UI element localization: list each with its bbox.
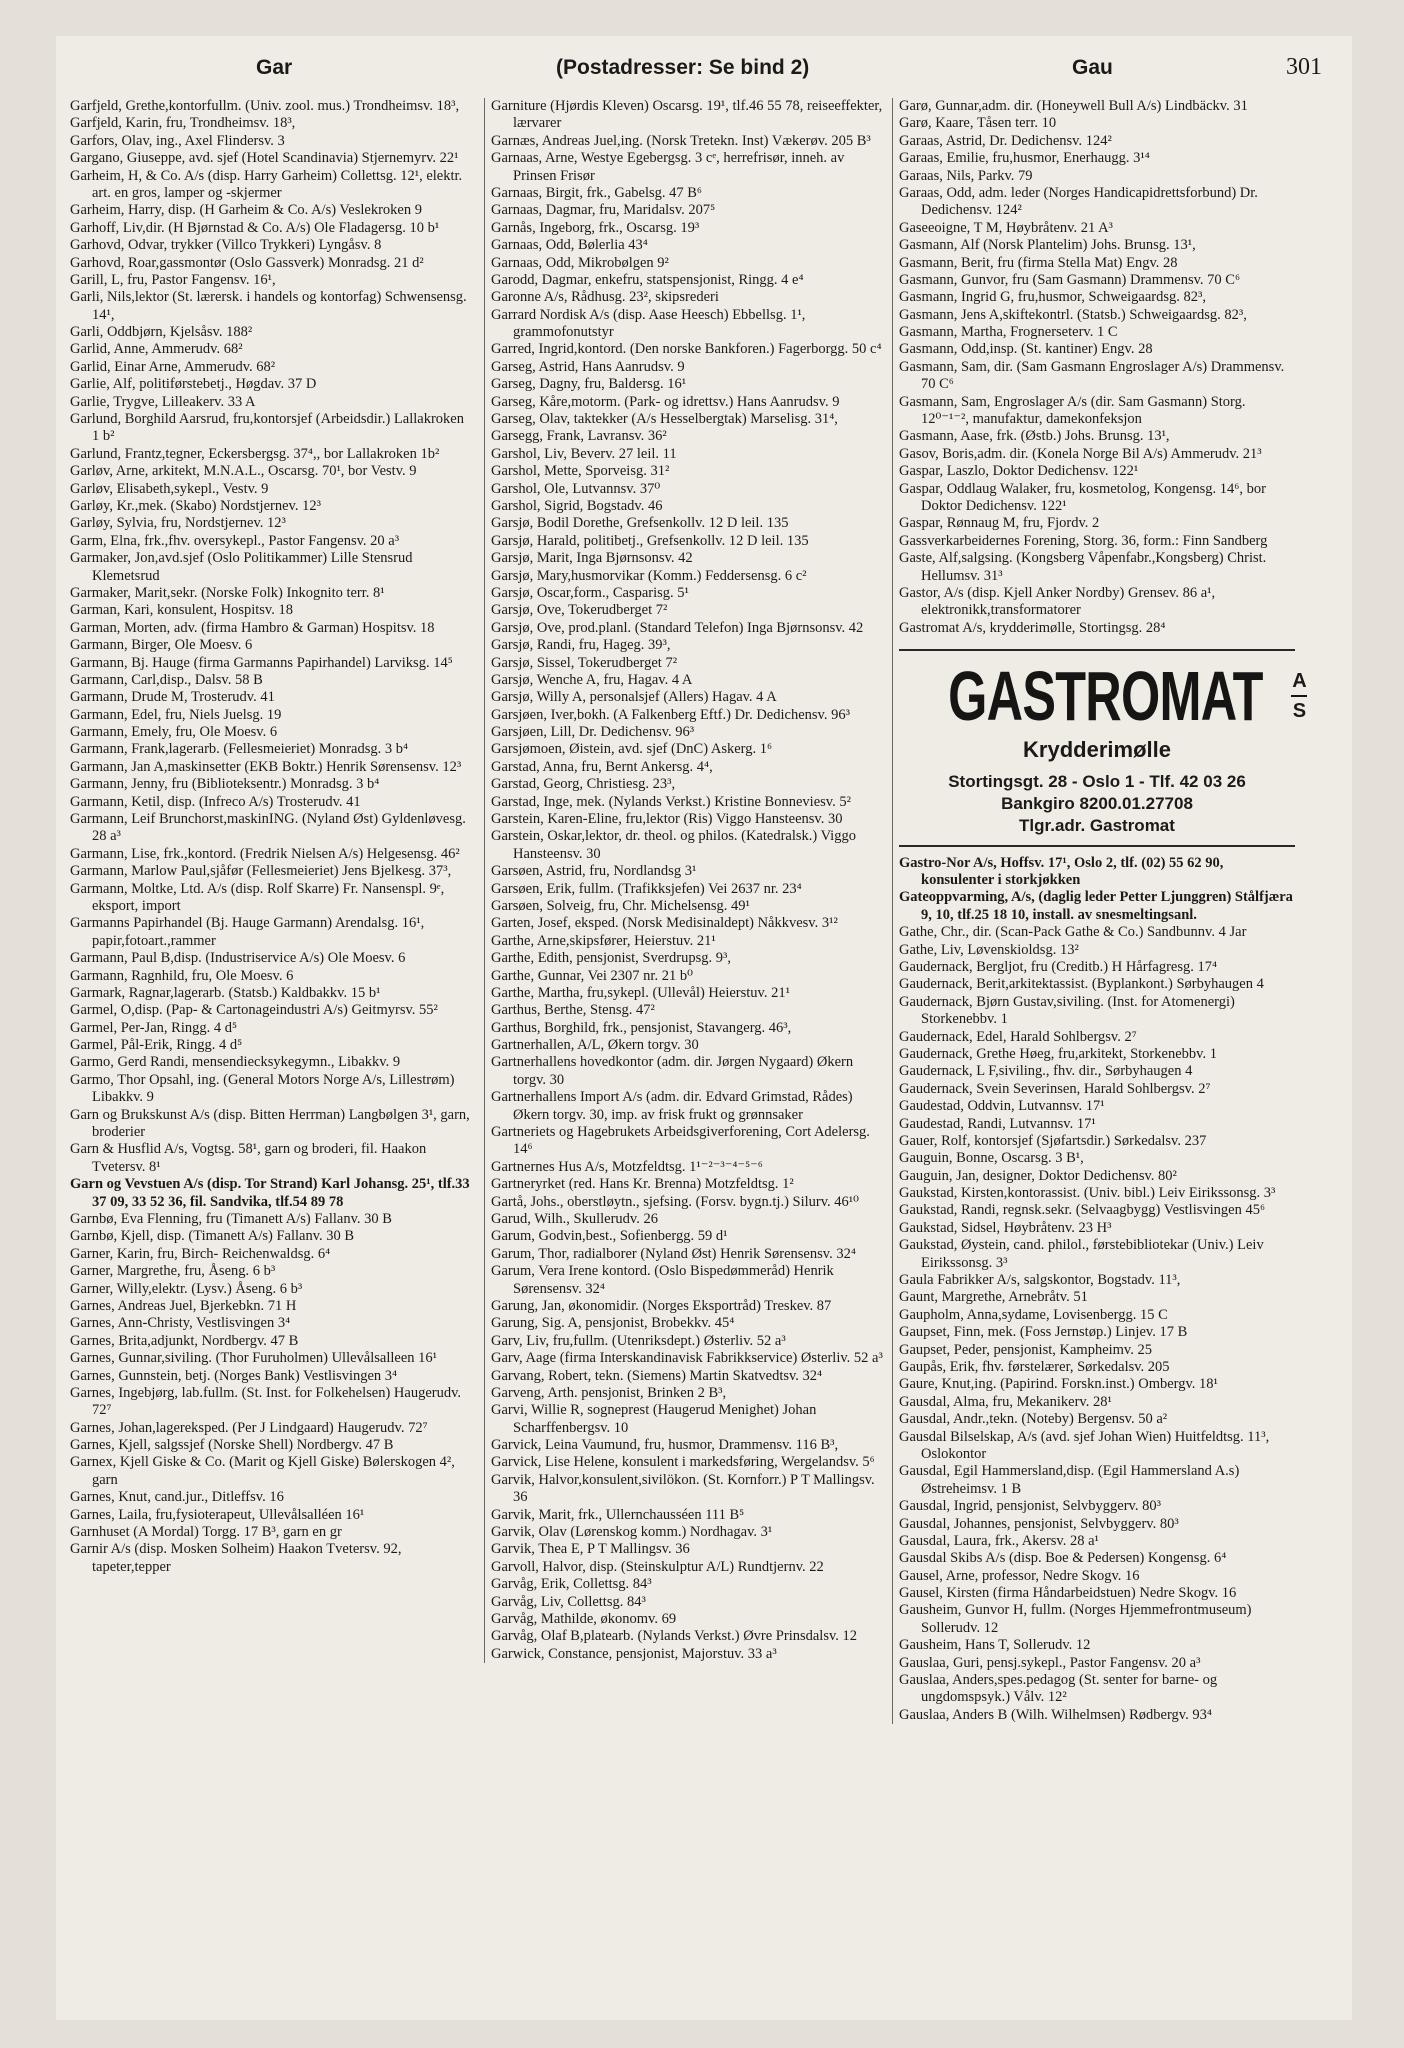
directory-entry: Garnes, Ingebjørg, lab.fullm. (St. Inst. for Folkehelsen) Haugerudv. 72⁷ — [70, 1384, 462, 1419]
directory-entry: Gaudernack, Berit,arkitektassist. (Byplankont.) Sørbyhaugen 4 — [899, 976, 1264, 993]
directory-entry: Garmark, Ragnar,lagerarb. (Statsb.) Kaldbakkv. 15 b¹ — [70, 984, 381, 1001]
directory-entry: Gaupset, Peder, pensjonist, Kampheimv. 25 — [899, 1341, 1152, 1358]
directory-entry: Garlund, Frantz,tegner, Eckersbergsg. 37⁴,, bor Lallakroken 1b² — [70, 445, 440, 462]
gastromat-advertisement — [899, 649, 1307, 847]
directory-entry: Garsjø, Oscar,form., Casparisg. 5¹ — [491, 584, 689, 601]
directory-entry: Garud, Wilh., Skullerudv. 26 — [491, 1211, 658, 1227]
directory-entry: Garshol, Mette, Sporveisg. 31² — [491, 463, 670, 480]
directory-entry: Gaseeoigne, T M, Høybråtenv. 21 A³ — [899, 219, 1113, 236]
directory-entry: Gartneryrket (red. Hans Kr. Brenna) Motzfeldtsg. 1² — [491, 1176, 794, 1193]
directory-entry: Garmann, Ketil, disp. (Infreco A/s) Trosterudv. 41 — [70, 793, 361, 810]
directory-entry: Garvik, Olav (Lørenskog komm.) Nordhagav. 3¹ — [491, 1524, 773, 1541]
directory-entry: Gartnerhallen, A/L, Økern torgv. 30 — [491, 1037, 699, 1054]
directory-entry: Gathe, Liv, Løvenskioldsg. 13² — [899, 941, 1079, 958]
directory-entry: Garmel, Per-Jan, Ringg. 4 d⁵ — [70, 1019, 238, 1036]
ad-address: Stortingsgt. 28 - Oslo 1 - Tlf. 42 03 26 — [948, 771, 1246, 791]
directory-entry: Garten, Josef, eksped. (Norsk Medisinaldept) Nåkkvesv. 3¹² — [491, 915, 838, 932]
directory-entry: Garthe, Arne,skipsfører, Heierstuv. 21¹ — [491, 932, 716, 949]
directory-entry: Gasmann, Odd,insp. (St. kantiner) Engv. 28 — [899, 341, 1153, 358]
page-header — [56, 56, 1352, 96]
directory-entry: Gartå, Johs., oberstløytn., sjefsing. (Forsv. bygn.tj.) Silurv. 46¹⁰ — [491, 1193, 859, 1210]
directory-entry: Garum, Thor, radialborer (Nyland Øst) Henrik Sørensensv. 32⁴ — [491, 1245, 856, 1262]
directory-entry: Garvick, Leina Vaumund, fru, husmor, Drammensv. 116 B³, — [491, 1437, 839, 1454]
directory-entry: Gargano, Giuseppe, avd. sjef (Hotel Scandinavia) Stjernemyrv. 22¹ — [70, 150, 459, 167]
directory-entry: Garmel, O,disp. (Pap- & Cartonageindustri A/s) Geitmyrsv. 55² — [70, 1002, 438, 1019]
directory-entry: Gausel, Kirsten (firma Håndarbeidstuen) Nedre Skogv. 16 — [899, 1585, 1237, 1602]
directory-entry: Garnaas, Odd, Mikrobølgen 9² — [491, 254, 669, 271]
directory-entry: Garløv, Arne, arkitekt, M.N.A.L., Oscarsg. 70¹, bor Vestv. 9 — [70, 463, 417, 480]
directory-entry: Garfjeld, Karin, fru, Trondheimsv. 18³, — [70, 115, 296, 132]
directory-entry: Garvick, Lise Helene, konsulent i markedsføring, Wergelandsv. 5⁶ — [491, 1454, 875, 1471]
directory-entry: Gasmann, Martha, Frognerseterv. 1 C — [899, 324, 1118, 341]
directory-entry: Garshol, Ole, Lutvannsv. 37⁰ — [491, 480, 661, 497]
directory-entry: Garum, Godvin,best., Sofienbergg. 59 d¹ — [491, 1228, 728, 1245]
directory-entry: Gauer, Rolf, kontorsjef (Sjøfartsdir.) Sørkedalsv. 237 — [899, 1132, 1207, 1149]
directory-entry: Gaure, Knut,ing. (Papirind. Forskn.inst.) Ombergv. 18¹ — [899, 1376, 1218, 1393]
directory-entry: Garmann, Edel, fru, Niels Juelsg. 19 — [70, 706, 282, 723]
directory-entry: Garnes, Johan,lagereksped. (Per J Lindgaard) Haugerudv. 72⁷ — [70, 1419, 428, 1436]
directory-entry: Gaunt, Margrethe, Arnebråtv. 51 — [899, 1289, 1088, 1306]
directory-entry: Garthus, Berthe, Stensg. 47² — [491, 1002, 655, 1019]
directory-entry: Garvik, Marit, frk., Ullernchausséen 111 B⁵ — [491, 1506, 745, 1523]
directory-entry: Garwick, Constance, pensjonist, Majorstuv. 33 a³ — [491, 1645, 777, 1662]
directory-entry: Gaudernack, Grethe Høeg, fru,arkitekt, Storkenebbv. 1 — [899, 1045, 1217, 1062]
directory-entry: Gassverkarbeidernes Forening, Storg. 36, form.: Finn Sandberg — [899, 532, 1268, 549]
directory-entry: Garsjø, Sissel, Tokerudberget 7² — [491, 654, 678, 671]
directory-entry: Garmann, Carl,disp., Dalsv. 58 B — [70, 671, 263, 688]
directory-entry: Gasmann, Ingrid G, fru,husmor, Schweigaardsg. 82³, — [899, 289, 1206, 306]
directory-entry: Garmann, Bj. Hauge (firma Garmanns Papirhandel) Larviksg. 14⁵ — [70, 654, 453, 671]
directory-entry: Gasmann, Gunvor, fru (Sam Gasmann) Drammensv. 70 C⁶ — [899, 271, 1240, 288]
directory-entry: Garthe, Martha, fru,sykepl. (Ullevål) Heierstuv. 21¹ — [491, 984, 790, 1001]
directory-entry: Garmann, Birger, Ole Moesv. 6 — [70, 637, 253, 654]
gastromat-logo — [899, 657, 1307, 736]
directory-entry: Gartneriets og Hagebrukets Arbeidsgiverforening, Cort Adelersg. 14⁶ — [491, 1124, 870, 1158]
header-right-guide-word: Gau — [1072, 56, 1113, 79]
directory-entry: Garnaas, Arne, Westye Egebergsg. 3 cᵉ, herrefrisør, inneh. av Prinsen Frisør — [491, 150, 845, 184]
directory-entry: Garseg, Astrid, Hans Aanrudsv. 9 — [491, 358, 685, 375]
directory-entry: Garnæs, Andreas Juel,ing. (Norsk Tretekn. Inst) Vækerøv. 205 B³ — [491, 132, 871, 149]
directory-entry: Garnås, Ingeborg, frk., Oscarsg. 19³ — [491, 219, 700, 236]
directory-entry: Garaas, Emilie, fru,husmor, Enerhaugg. 3¹⁴ — [899, 150, 1150, 167]
directory-entry: Gaudernack, Svein Severinsen, Harald Sohlbergsv. 2⁷ — [899, 1080, 1211, 1097]
directory-entry: Garn og Vevstuen A/s (disp. Tor Strand) Karl Johansg. 25¹, tlf.33 37 09, 33 52 36, fil. Sandvika, tlf.54 89 78 — [70, 1176, 470, 1210]
as-mark-bottom: S — [1292, 700, 1307, 723]
header-center-note: (Postadresser: Se bind 2) — [556, 56, 810, 79]
directory-entry: Garsjømoen, Øistein, avd. sjef (DnC) Askerg. 1⁶ — [491, 741, 773, 758]
directory-entry: Gaudestad, Oddvin, Lutvannsv. 17¹ — [899, 1098, 1105, 1115]
directory-entry: Garnes, Brita,adjunkt, Nordbergv. 47 B — [70, 1332, 299, 1349]
directory-entry: Garnes, Ann-Christy, Vestlisvingen 3⁴ — [70, 1315, 291, 1332]
directory-entry: Garlund, Borghild Aarsrud, fru,kontorsjef (Arbeidsdir.) Lallakroken 1 b² — [70, 411, 464, 445]
directory-entry: Garløy, Sylvia, fru, Nordstjernev. 12³ — [70, 515, 286, 532]
directory-entry: Garaas, Odd, adm. leder (Norges Handicapidrettsforbund) Dr. Dedichensv. 124² — [899, 184, 1258, 219]
directory-entry: Gastro-Nor A/s, Hoffsv. 17¹, Oslo 2, tlf. (02) 55 62 90, konsulenter i storkjøkken — [899, 854, 1224, 889]
directory-entry: Garvoll, Halvor, disp. (Steinskulptur A/L) Rundtjernv. 22 — [491, 1558, 824, 1575]
directory-entry: Garseg, Dagny, fru, Baldersg. 16¹ — [491, 376, 687, 393]
directory-column-1 — [70, 98, 474, 1576]
directory-entry: Garsjø, Ove, prod.planl. (Standard Telefon) Inga Bjørnsonsv. 42 — [491, 619, 864, 636]
directory-entry: Gasmann, Sam, dir. (Sam Gasmann Engroslager A/s) Drammensv. 70 C⁶ — [899, 358, 1285, 393]
directory-entry: Garmann, Ragnhild, fru, Ole Moesv. 6 — [70, 967, 294, 984]
directory-entry: Garvåg, Liv, Collettsg. 84³ — [491, 1593, 646, 1610]
directory-entry: Garsjøen, Lill, Dr. Dedichensv. 96³ — [491, 724, 695, 741]
directory-entry: Garvi, Willie R, sogneprest (Haugerud Menighet) Johan Scharffenbergsv. 10 — [491, 1402, 817, 1436]
directory-entry: Gaupås, Erik, fhv. førstelærer, Sørkedalsv. 205 — [899, 1359, 1170, 1375]
directory-entry: Garshol, Liv, Beverv. 27 leil. 11 — [491, 445, 677, 462]
directory-entry: Garmann, Lise, frk.,kontord. (Fredrik Nielsen A/s) Helgesensg. 46² — [70, 845, 460, 862]
directory-entry: Garred, Ingrid,kontord. (Den norske Bankforen.) Fagerborgg. 50 c⁴ — [491, 341, 882, 358]
directory-entry: Garnes, Gunnstein, betj. (Norges Bank) Vestlisvingen 3⁴ — [70, 1367, 398, 1384]
directory-entry: Gasmann, Berit, fru (firma Stella Mat) Engv. 28 — [899, 254, 1178, 271]
ad-telegram-address: Tlgr.adr. Gastromat — [1019, 816, 1175, 836]
directory-entry: Garløy, Kr.,mek. (Skabo) Nordstjernev. 12³ — [70, 497, 321, 514]
directory-entry: Gaukstad, Kirsten,kontorassist. (Univ. bibl.) Leiv Eirikssonsg. 3³ — [899, 1185, 1276, 1202]
directory-entry: Garfors, Olav, ing., Axel Flindersv. 3 — [70, 132, 285, 149]
directory-entry: Garmann, Paul B,disp. (Industriservice A/s) Ole Moesv. 6 — [70, 950, 406, 967]
directory-entry: Garstein, Karen-Eline, fru,lektor (Ris) Viggo Hansteensv. 30 — [491, 811, 843, 828]
directory-entry: Garhovd, Roar,gassmontør (Oslo Gassverk) Monradsg. 21 d² — [70, 254, 424, 271]
column-3-entries-top — [899, 98, 1295, 637]
directory-entry: Gausdal, Johannes, pensjonist, Selvbyggerv. 80³ — [899, 1515, 1179, 1532]
directory-entry: Garung, Sig. A, pensjonist, Brobekkv. 45⁴ — [491, 1315, 735, 1332]
directory-entry: Garstad, Anna, fru, Bernt Ankersg. 4⁴, — [491, 758, 713, 775]
directory-entry: Garnaas, Odd, Bølerlia 43⁴ — [491, 237, 648, 254]
directory-entry: Garn og Brukskunst A/s (disp. Bitten Herrman) Langbølgen 3¹, garn, broderier — [70, 1106, 470, 1141]
directory-entry: Gaspar, Oddlaug Walaker, fru, kosmetolog, Kongensg. 14⁶, bor Doktor Dedichensv. 122¹ — [899, 480, 1266, 514]
directory-entry: Garmaker, Marit,sekr. (Norske Folk) Inkognito terr. 8¹ — [70, 584, 385, 601]
directory-entry: Garmaker, Jon,avd.sjef (Oslo Politikammer) Lille Stensrud Klemetsrud — [70, 550, 413, 584]
directory-entry: Garli, Nils,lektor (St. lærersk. i handels og kontorfag) Schwensensg. 14¹, — [70, 289, 467, 323]
directory-entry: Garnes, Andreas Juel, Bjerkebkn. 71 H — [70, 1297, 297, 1314]
directory-entry: Garvåg, Mathilde, økonomv. 69 — [491, 1610, 677, 1627]
directory-entry: Gausel, Arne, professor, Nedre Skogv. 16 — [899, 1567, 1140, 1584]
page-number: 301 — [1286, 54, 1322, 80]
directory-entry: Gausheim, Gunvor H, fullm. (Norges Hjemmefrontmuseum) Sollerudv. 12 — [899, 1602, 1252, 1636]
directory-entry: Garill, L, fru, Pastor Fangensv. 16¹, — [70, 271, 276, 288]
directory-entry: Garlid, Einar Arne, Ammerudv. 68² — [70, 358, 276, 375]
directory-entry: Garv, Liv, fru,fullm. (Utenriksdept.) Østerliv. 52 a³ — [491, 1332, 786, 1349]
directory-entry: Gausheim, Hans T, Sollerudv. 12 — [899, 1637, 1091, 1654]
directory-entry: Gausdal, Andr.,tekn. (Noteby) Bergensv. 50 a² — [899, 1411, 1168, 1428]
directory-entry: Gausdal, Alma, fru, Mekanikerv. 28¹ — [899, 1393, 1112, 1410]
directory-entry: Garsjø, Harald, politibetj., Grefsenkollv. 12 D leil. 135 — [491, 532, 809, 549]
directory-entry: Garmann, Marlow Paul,sjåfør (Fellesmeieriet) Jens Bjelkesg. 37³, — [70, 863, 452, 880]
directory-entry: Gaukstad, Sidsel, Høybråtenv. 23 H³ — [899, 1219, 1112, 1236]
directory-entry: Garsøen, Solveig, fru, Chr. Michelsensg. 49¹ — [491, 897, 750, 914]
directory-entry: Garodd, Dagmar, enkefru, statspensjonist, Ringg. 4 e⁴ — [491, 271, 804, 288]
directory-entry: Garmann, Frank,lagerarb. (Fellesmeieriet) Monradsg. 3 b⁴ — [70, 741, 409, 758]
directory-entry: Garnbø, Kjell, disp. (Timanett A/s) Fallanv. 30 B — [70, 1228, 355, 1245]
directory-entry: Garvik, Thea E, P T Mallingsv. 36 — [491, 1541, 690, 1558]
directory-entry: Garstein, Oskar,lektor, dr. theol. og philos. (Katedralsk.) Viggo Hansteensv. 30 — [491, 828, 856, 862]
directory-entry: Garsjøen, Iver,bokh. (A Falkenberg Eftf.) Dr. Dedichensv. 96³ — [491, 706, 850, 723]
directory-entry: Gastromat A/s, krydderimølle, Stortingsg. 28⁴ — [899, 619, 1166, 636]
directory-entry: Gasmann, Jens A,skiftekontrl. (Statsb.) Schweigaardsg. 82³, — [899, 306, 1247, 323]
directory-entry: Garveng, Arth. pensjonist, Brinken 2 B³, — [491, 1384, 727, 1401]
directory-entry: Gaspar, Laszlo, Doktor Dedichensv. 122¹ — [899, 463, 1139, 480]
directory-page — [56, 36, 1352, 2020]
directory-entry: Garsjø, Mary,husmorvikar (Komm.) Feddersensg. 6 c² — [491, 567, 807, 584]
directory-entry: Garvang, Robert, tekn. (Siemens) Martin Skatvedtsv. 32⁴ — [491, 1367, 823, 1384]
ad-bankgiro: Bankgiro 8200.01.27708 — [1001, 793, 1193, 813]
directory-entry: Garsjø, Marit, Inga Bjørnsonsv. 42 — [491, 550, 693, 567]
directory-entry: Garsjø, Randi, fru, Hageg. 39³, — [491, 637, 671, 654]
directory-entry: Garvåg, Olaf B,platearb. (Nylands Verkst.) Øvre Prinsdalsv. 12 — [491, 1628, 858, 1645]
directory-entry: Gasov, Boris,adm. dir. (Konela Norge Bil A/s) Ammerudv. 21³ — [899, 445, 1262, 462]
directory-entry: Gartnernes Hus A/s, Motzfeldtsg. 1¹⁻²⁻³⁻⁴⁻⁵⁻⁶ — [491, 1158, 763, 1175]
directory-entry: Garsøen, Erik, fullm. (Trafikksjefen) Vei 2637 nr. 23⁴ — [491, 880, 802, 897]
header-left-guide-word: Gar — [256, 56, 293, 79]
directory-entry: Garstad, Georg, Christiesg. 23³, — [491, 776, 676, 793]
directory-entry: Garnex, Kjell Giske & Co. (Marit og Kjell Giske) Bølerskogen 4², garn — [70, 1454, 455, 1488]
directory-entry: Gasmann, Aase, frk. (Østb.) Johs. Brunsg. 13¹, — [899, 428, 1170, 445]
directory-entry: Garum, Vera Irene kontord. (Oslo Bispedømmeråd) Henrik Sørensensv. 32⁴ — [491, 1263, 834, 1297]
directory-entry: Garniture (Hjørdis Kleven) Oscarsg. 19¹, tlf.46 55 78, reiseeffekter, lærvarer — [491, 98, 883, 132]
directory-entry: Gastor, A/s (disp. Kjell Anker Nordby) Grensev. 86 a¹, elektronikk,transformatorer — [899, 584, 1216, 619]
directory-entry: Gauslaa, Anders,spes.pedagog (St. senter for barne- og ungdomspsyk.) Vålv. 12² — [899, 1672, 1218, 1706]
directory-entry: Gartnerhallens Import A/s (adm. dir. Edvard Grimstad, Rådes) Økern torgv. 30, imp. av frisk frukt og grønnsaker — [491, 1089, 853, 1123]
directory-entry: Gauguin, Jan, designer, Doktor Dedichensv. 80² — [899, 1167, 1177, 1184]
directory-entry: Garlid, Anne, Ammerudv. 68² — [70, 341, 243, 358]
directory-entry: Gateoppvarming, A/s, (daglig leder Petter Ljunggren) Stålfjæra 9, 10, tlf.25 18 10, install. av snesmeltingsanl. — [899, 889, 1293, 923]
directory-entry: Garnhuset (A Mordal) Torgg. 17 B³, garn en gr — [70, 1524, 342, 1541]
directory-entry: Gaudernack, Edel, Harald Sohlbergsv. 2⁷ — [899, 1028, 1137, 1045]
directory-entry: Garmann, Drude M, Trosterudv. 41 — [70, 689, 275, 706]
directory-entry: Gaudernack, Bergljot, fru (Creditb.) H Hårfagresg. 17⁴ — [899, 959, 1218, 976]
directory-entry: Garm, Elna, frk.,fhv. oversykepl., Pastor Fangensv. 20 a³ — [70, 532, 400, 549]
directory-entry: Garsøen, Astrid, fru, Nordlandsg 3¹ — [491, 863, 697, 880]
directory-entry: Garnes, Kjell, salgssjef (Norske Shell) Nordbergv. 47 B — [70, 1437, 394, 1454]
directory-entry: Garsjø, Ove, Tokerudberget 7² — [491, 602, 668, 619]
ad-tagline: Krydderimølle — [1023, 737, 1171, 763]
directory-entry: Garfjeld, Grethe,kontorfullm. (Univ. zool. mus.) Trondheimsv. 18³, — [70, 98, 460, 114]
directory-entry: Garman, Kari, konsulent, Hospitsv. 18 — [70, 602, 293, 619]
directory-entry: Garnbø, Eva Flenning, fru (Timanett A/s) Fallanv. 30 B — [70, 1211, 392, 1227]
directory-entry: Garstad, Inge, mek. (Nylands Verkst.) Kristine Bonneviesv. 5² — [491, 793, 851, 810]
directory-entry: Garnir A/s (disp. Mosken Solheim) Haakon Tvetersv. 92, tapeter,tepper — [70, 1541, 402, 1575]
directory-entry: Garmel, Pål-Erik, Ringg. 4 d⁵ — [70, 1037, 243, 1054]
directory-column-3 — [892, 98, 1307, 1724]
directory-entry: Gaupholm, Anna,sydame, Lovisenbergg. 15 C — [899, 1306, 1168, 1323]
as-mark — [1291, 671, 1307, 721]
directory-entry: Garli, Oddbjørn, Kjelsåsv. 188² — [70, 324, 253, 341]
directory-entry: Garmo, Gerd Randi, mensendiecksykegymn., Libakkv. 9 — [70, 1054, 401, 1071]
directory-entry: Garmann, Jan A,maskinsetter (EKB Boktr.) Henrik Sørensensv. 12³ — [70, 758, 462, 775]
directory-entry: Garthe, Edith, pensjonist, Sverdrupsg. 9³, — [491, 950, 731, 967]
directory-entry: Garø, Kaare, Tåsen terr. 10 — [899, 115, 1057, 132]
directory-entry: Garmann, Jenny, fru (Biblioteksentr.) Monradsg. 3 b⁴ — [70, 776, 380, 793]
directory-entry: Gausdal, Ingrid, pensjonist, Selvbyggerv. 80³ — [899, 1498, 1161, 1515]
directory-entry: Garthus, Borghild, frk., pensjonist, Stavangerg. 46³, — [491, 1019, 792, 1036]
directory-entry: Garmo, Thor Opsahl, ing. (General Motors Norge A/s, Lillestrøm) Libakkv. 9 — [70, 1071, 455, 1106]
directory-entry: Garnes, Gunnar,siviling. (Thor Furuholmen) Ullevålsalleen 16¹ — [70, 1350, 437, 1367]
directory-entry: Garv, Aage (firma Interskandinavisk Fabrikkservice) Østerliv. 52 a³ — [491, 1350, 883, 1367]
directory-entry: Gaspar, Rønnaug M, fru, Fjordv. 2 — [899, 515, 1100, 532]
directory-entry: Garaas, Nils, Parkv. 79 — [899, 167, 1033, 184]
as-mark-rule — [1291, 695, 1307, 697]
directory-entry: Garheim, Harry, disp. (H Garheim & Co. A/s) Veslekroken 9 — [70, 202, 422, 219]
directory-entry: Garmanns Papirhandel (Bj. Hauge Garmann) Arendalsg. 16¹, papir,fotoart.,rammer — [70, 915, 425, 949]
directory-entry: Gauslaa, Anders B (Wilh. Wilhelmsen) Rødbergv. 93⁴ — [899, 1706, 1212, 1723]
directory-entry: Garsjø, Willy A, personalsjef (Allers) Hagav. 4 A — [491, 689, 777, 706]
directory-entry: Garrard Nordisk A/s (disp. Aase Heesch) Ebbellsg. 1¹, grammofonutstyr — [491, 306, 806, 341]
directory-entry: Garlie, Trygve, Lilleakerv. 33 A — [70, 393, 256, 410]
directory-entry: Garsjø, Wenche A, fru, Hagav. 4 A — [491, 671, 693, 688]
directory-entry: Garmann, Leif Brunchorst,maskinING. (Nyland Øst) Gyldenløvesg. 28 a³ — [70, 811, 466, 845]
as-mark-top: A — [1292, 670, 1307, 693]
directory-entry: Gausdal Bilselskap, A/s (avd. sjef Johan Wien) Huitfeldtsg. 11³, Oslokontor — [899, 1428, 1270, 1462]
directory-entry: Garthe, Gunnar, Vei 2307 nr. 21 b⁰ — [491, 967, 693, 984]
directory-entry: Gaukstad, Randi, regnsk.sekr. (Selvaagbygg) Vestlisvingen 45⁶ — [899, 1202, 1266, 1219]
directory-entry: Gaula Fabrikker A/s, salgskontor, Bogstadv. 11³, — [899, 1272, 1181, 1289]
directory-entry: Garman, Morten, adv. (firma Hambro & Garman) Hospitsv. 18 — [70, 619, 435, 636]
directory-entry: Gaudernack, L F,siviling., fhv. dir., Sørbyhaugen 4 — [899, 1063, 1193, 1080]
directory-entry: Garnes, Knut, cand.jur., Ditleffsv. 16 — [70, 1489, 284, 1506]
directory-entry: Garnes, Laila, fru,fysioterapeut, Ullevålsalléen 16¹ — [70, 1506, 365, 1523]
directory-entry: Gathe, Chr., dir. (Scan-Pack Gathe & Co.) Sandbunnv. 4 Jar — [899, 924, 1247, 941]
directory-entry: Garløv, Elisabeth,sykepl., Vestv. 9 — [70, 480, 269, 497]
directory-entry: Gauguin, Bonne, Oscarsg. 3 B¹, — [899, 1150, 1084, 1167]
directory-entry: Gasmann, Sam, Engroslager A/s (dir. Sam Gasmann) Storg. 12⁰⁻¹⁻², manufaktur, damekonfeksjon — [899, 393, 1246, 428]
directory-entry: Garn & Husflid A/s, Vogtsg. 58¹, garn og broderi, fil. Haakon Tvetersv. 8¹ — [70, 1141, 427, 1175]
directory-entry: Garmann, Moltke, Ltd. A/s (disp. Rolf Skarre) Fr. Nansenspl. 9ᵉ, eksport, import — [70, 880, 445, 914]
directory-entry: Garnaas, Dagmar, fru, Maridalsv. 207⁵ — [491, 202, 716, 219]
directory-entry: Gausdal, Egil Hammersland,disp. (Egil Hammersland A.s) Østreheimsv. 1 B — [899, 1463, 1240, 1497]
directory-entry: Garø, Gunnar,adm. dir. (Honeywell Bull A/s) Lindbäckv. 31 — [899, 98, 1248, 114]
directory-entry: Garheim, H, & Co. A/s (disp. Harry Garheim) Collettsg. 12¹, elektr. art. en gros, lamper og -skjermer — [70, 167, 463, 201]
directory-entry: Gaukstad, Øystein, cand. philol., førstebibliotekar (Univ.) Leiv Eirikssonsg. 3³ — [899, 1237, 1264, 1271]
gastromat-brand: GASTROMAT — [947, 657, 1263, 736]
directory-entry: Garseg, Olav, taktekker (A/s Hesselbergtak) Marselisg. 31⁴, — [491, 411, 838, 428]
directory-entry: Garhoff, Liv,dir. (H Bjørnstad & Co. A/s) Ole Fladagersg. 10 b¹ — [70, 219, 440, 236]
directory-entry: Garlie, Alf, politiførstebetj., Høgdav. 37 D — [70, 376, 317, 393]
directory-entry: Gaste, Alf,salgsing. (Kongsberg Våpenfabr.,Kongsberg) Christ. Hellumsv. 31³ — [899, 550, 1267, 584]
directory-entry: Gauslaa, Guri, pensj.sykepl., Pastor Fangensv. 20 a³ — [899, 1654, 1201, 1671]
directory-entry: Gausdal, Laura, frk., Akersv. 28 a¹ — [899, 1532, 1099, 1549]
directory-entry: Garvik, Halvor,konsulent,sivilökon. (St. Kornforr.) P T Mallingsv. 36 — [491, 1471, 875, 1506]
directory-entry: Garner, Karin, fru, Birch- Reichenwaldsg. 6⁴ — [70, 1245, 331, 1262]
directory-entry: Gartnerhallens hovedkontor (adm. dir. Jørgen Nygaard) Økern torgv. 30 — [491, 1054, 854, 1088]
directory-entry: Gaudestad, Randi, Lutvannsv. 17¹ — [899, 1115, 1096, 1132]
directory-entry: Garmann, Emely, fru, Ole Moesv. 6 — [70, 724, 278, 741]
directory-entry: Gaudernack, Bjørn Gustav,siviling. (Inst. for Atomenergi) Storkenebbv. 1 — [899, 993, 1235, 1028]
directory-entry: Gasmann, Alf (Norsk Plantelim) Johs. Brunsg. 13¹, — [899, 237, 1196, 254]
directory-entry: Garnaas, Birgit, frk., Gabelsg. 47 B⁶ — [491, 184, 702, 201]
directory-entry: Garonne A/s, Rådhusg. 23², skipsrederi — [491, 289, 719, 306]
directory-entry: Garsjø, Bodil Dorethe, Grefsenkollv. 12 D leil. 135 — [491, 515, 789, 532]
directory-entry: Gausdal Skibs A/s (disp. Boe & Pedersen) Kongensg. 6⁴ — [899, 1550, 1227, 1567]
column-3-entries-bottom — [899, 855, 1295, 1725]
directory-entry: Garner, Willy,elektr. (Lysv.) Åseng. 6 b³ — [70, 1280, 303, 1297]
directory-entry: Garhovd, Odvar, trykker (Villco Trykkeri) Lyngåsv. 8 — [70, 237, 382, 254]
directory-entry: Gaupset, Finn, mek. (Foss Jernstøp.) Linjev. 17 B — [899, 1324, 1188, 1341]
directory-entry: Garaas, Astrid, Dr. Dedichensv. 124² — [899, 132, 1112, 149]
directory-entry: Garung, Jan, økonomidir. (Norges Eksportråd) Treskev. 87 — [491, 1297, 832, 1314]
directory-column-2 — [484, 98, 887, 1663]
directory-entry: Garvåg, Erik, Collettsg. 84³ — [491, 1576, 652, 1593]
directory-entry: Garshol, Sigrid, Bogstadv. 46 — [491, 497, 663, 514]
directory-entry: Garseg, Kåre,motorm. (Park- og idrettsv.) Hans Aanrudsv. 9 — [491, 393, 840, 410]
directory-entry: Garner, Margrethe, fru, Åseng. 6 b³ — [70, 1263, 276, 1280]
directory-entry: Garsegg, Frank, Lavransv. 36² — [491, 428, 667, 445]
